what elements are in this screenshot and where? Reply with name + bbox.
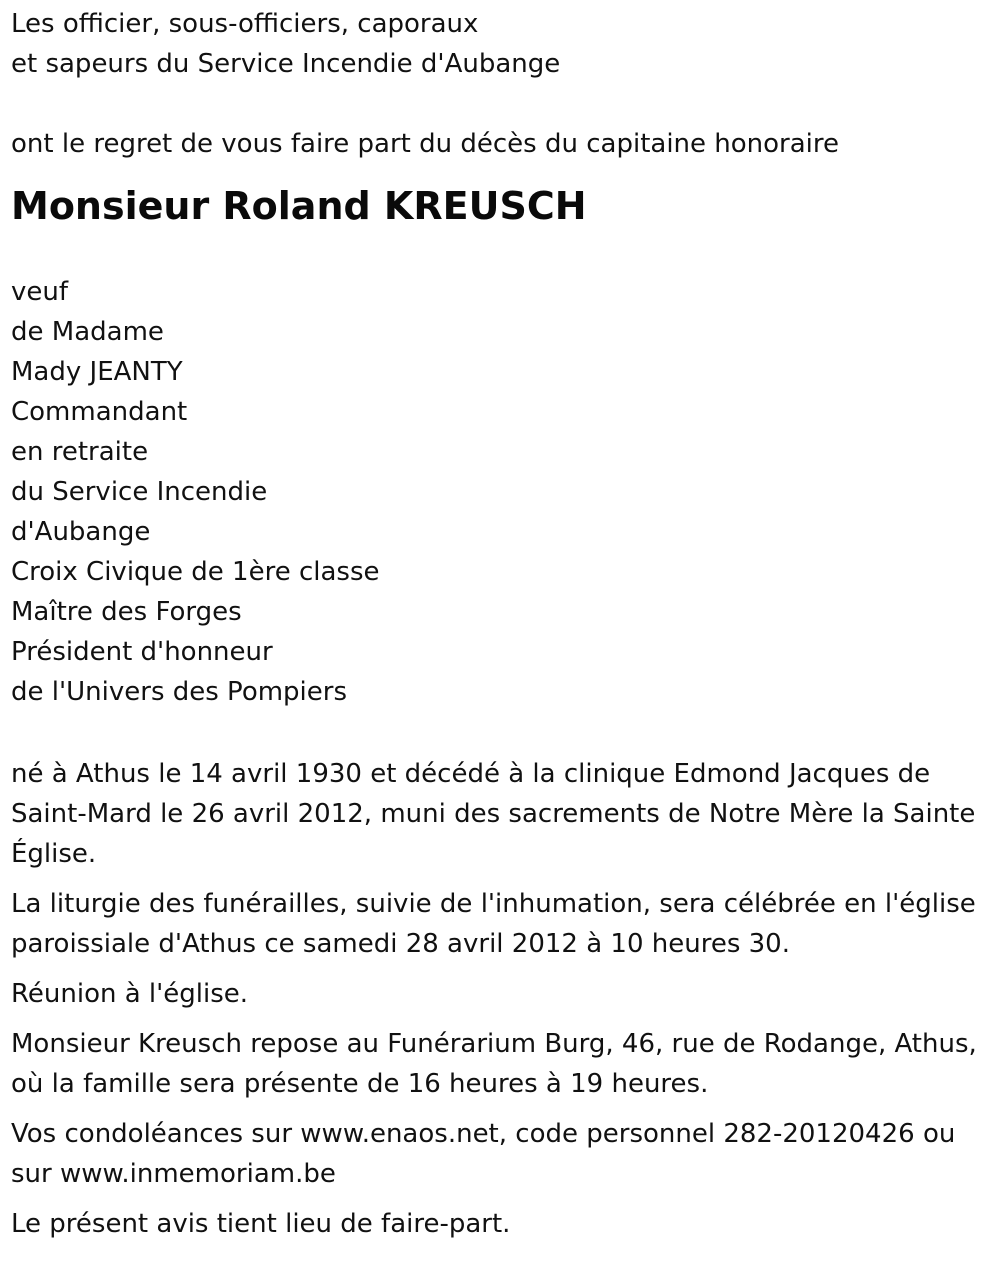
title-line: veuf <box>11 277 69 307</box>
spacer <box>11 84 991 124</box>
title-line: Commandant <box>11 397 188 427</box>
title-line: en retraite <box>11 437 149 467</box>
title-line: de Madame <box>11 317 164 347</box>
title-line: Maître des Forges <box>11 597 242 627</box>
intro-line-1: Les officier, sous-officiers, caporaux <box>11 9 479 39</box>
spacer <box>11 712 991 754</box>
deceased-name: Monsieur Roland KREUSCH <box>11 184 587 228</box>
condolences-paragraph: Vos condoléances sur www.enaos.net, code personnel 282-20120426 ou sur www.inmemoriam.be <box>11 1119 956 1189</box>
title-line: Croix Civique de 1ère classe <box>11 557 380 587</box>
titles-list <box>11 272 991 712</box>
title-line: du Service Incendie <box>11 477 268 507</box>
obituary-notice <box>11 4 991 1244</box>
regret-line: ont le regret de vous faire part du décès du capitaine honoraire <box>11 129 840 159</box>
title-line: d'Aubange <box>11 517 151 547</box>
intro-line-2: et sapeurs du Service Incendie d'Aubange <box>11 49 561 79</box>
title-line: de l'Univers des Pompiers <box>11 677 348 707</box>
closing-paragraph: Le présent avis tient lieu de faire-part. <box>11 1209 511 1239</box>
funeral-paragraph: La liturgie des funérailles, suivie de l'inhumation, sera célébrée en l'église paroissiale d'Athus ce samedi 28 avril 2012 à 10 heures 30. <box>11 889 976 959</box>
meeting-paragraph: Réunion à l'église. <box>11 979 249 1009</box>
funeral-home-paragraph: Monsieur Kreusch repose au Funérarium Burg, 46, rue de Rodange, Athus, où la famille sera présente de 16 heures à 19 heures. <box>11 1029 977 1099</box>
title-line: Mady JEANTY <box>11 357 183 387</box>
details <box>11 754 991 1244</box>
title-line: Président d'honneur <box>11 637 273 667</box>
birth-death-paragraph: né à Athus le 14 avril 1930 et décédé à la clinique Edmond Jacques de Saint-Mard le 26 avril 2012, muni des sacrements de Notre Mère la Sainte Église. <box>11 759 976 869</box>
